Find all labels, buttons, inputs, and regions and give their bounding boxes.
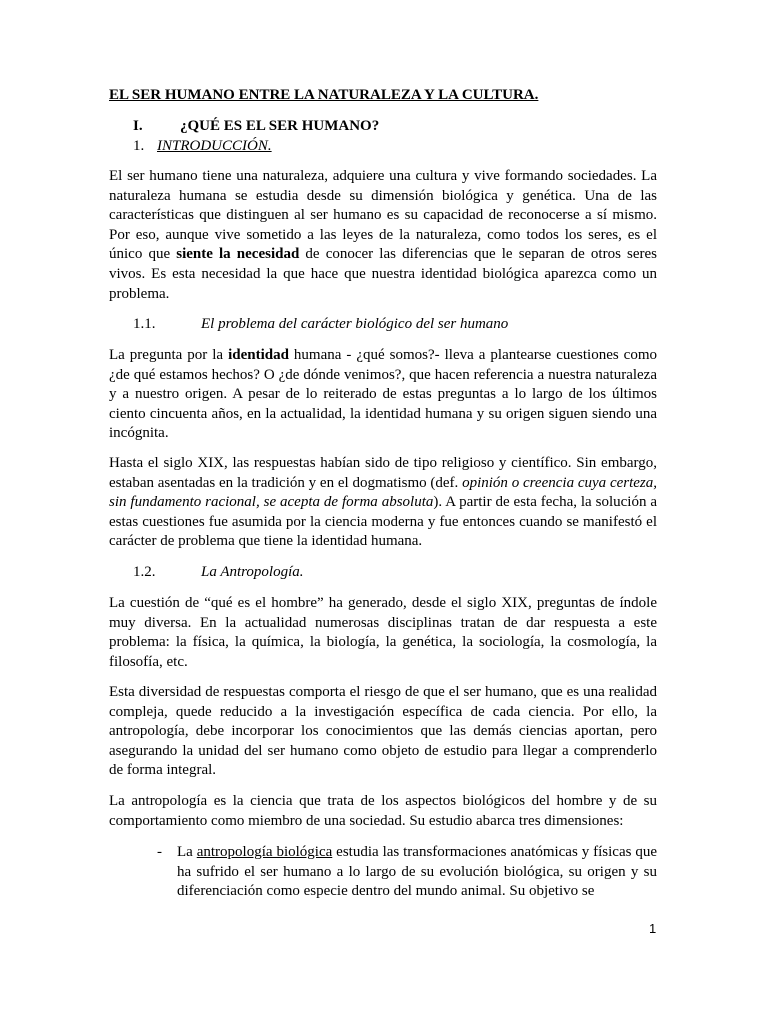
page-number: 1 [649,921,657,936]
paragraph-6: La antropología es la ciencia que trata de los aspectos biológicos del hombre y de su comportamiento como miembro de una sociedad. Su estudio abarca tres dimensiones: [109,793,657,829]
paragraph-2-bold: identidad [228,347,289,363]
subsection-1-2-number: 1.2. [133,564,156,580]
paragraph-3 [109,454,657,552]
bullet-underlined-term: antropología biológica [196,844,333,860]
paragraph-1 [109,167,657,304]
subsection-1-2-heading [133,563,304,583]
section-heading [133,117,379,137]
paragraph-4: La cuestión de “qué es el hombre” ha generado, desde el siglo XIX, preguntas de índole muy diversa. En la actualidad numerosas disciplinas tratan de dar respuesta a este problema: la física, la química, la biología, la genética, la sociología, la cosmología, la filosofía, etc. [109,595,657,670]
paragraph-2-text-a: La pregunta por la [109,347,229,363]
paragraph-1-bold: siente la necesidad [176,246,300,263]
subsection-1-1-heading [133,315,508,335]
paragraph-3-text-b: ). A partir de esta fecha, la solución a estas cuestiones fue asumida por la ciencia moderna y fue entonces cuando se manifestó el carácter de problema que tiene la identidad humana. [109,494,657,550]
paragraph-2-text-b: humana - ¿qué somos?- lleva a plantearse cuestiones como ¿de qué estamos hechos? O ¿de dónde venimos?, que hacen referencia a nuestra naturaleza y a nuestro origen. A pesar de lo reiterado de estas preguntas a lo largo de los últimos ciento cincuenta años, en la actualidad, la identidad humana y su origen siguen siendo una incógnita. [109,347,657,442]
intro-number: 1. [133,138,145,154]
paragraph-5: Esta diversidad de respuestas comporta el riesgo de que el ser humano, que es una realidad compleja, quede reducido a la investigación específica de cada ciencia. Por ello, la antropología, debe incorporar los conocimientos que las demás ciencias aportan, pero asegurando la unidad del ser humano como objeto de estudio para llegar a comprenderlo de forma integral. [109,684,657,779]
bullet-text-b: estudia las transformaciones anatómicas y físicas que ha sufrido el ser humano a lo largo de su evolución biológica, su origen y su diferenciación como especie dentro del mundo animal. Su objetivo se [177,844,657,900]
paragraph-1-text-b: de conocer las diferencias que le separan de otros seres vivos. Es esta necesidad la que hace que nuestra identidad biológica aparezca como un problema. [109,246,658,302]
subsection-1-2-title: La Antropología. [201,564,304,580]
section-number: I. [133,118,143,134]
intro-title: INTRODUCCIÓN. [157,138,272,154]
subsection-1-1-title: El problema del carácter biológico del ser humano [201,316,509,332]
document-title: EL SER HUMANO ENTRE LA NATURALEZA Y LA CULTURA. [109,87,539,103]
paragraph-3-text-a: Hasta el siglo XIX, las respuestas habían sido de tipo religioso y científico. Sin embargo, estaban asentadas en la tradición y en el dogmatismo (def. [109,455,657,491]
bullet-text [177,843,657,902]
bullet-dash: - [157,844,162,860]
bullet-text-a: La [177,844,197,860]
section-title: ¿QUÉ ES EL SER HUMANO? [180,118,380,134]
paragraph-3-definition: opinión o creencia cuya certeza, sin fundamento racional, se acepta de forma absoluta [109,474,658,511]
paragraph-1-text-a: El ser humano tiene una naturaleza, adquiere una cultura y vive formando sociedades. La naturaleza humana se estudia desde su dimensión biológica y genética. Una de las características que distinguen al ser humano es su capacidad de reconocerse a sí mismo. Por eso, aunque vive sometido a las leyes de la naturaleza, como todos los seres, es el único que [109,168,657,263]
intro-heading [133,137,272,157]
subsection-1-1-number: 1.1. [133,316,156,332]
paragraph-2 [109,346,657,444]
